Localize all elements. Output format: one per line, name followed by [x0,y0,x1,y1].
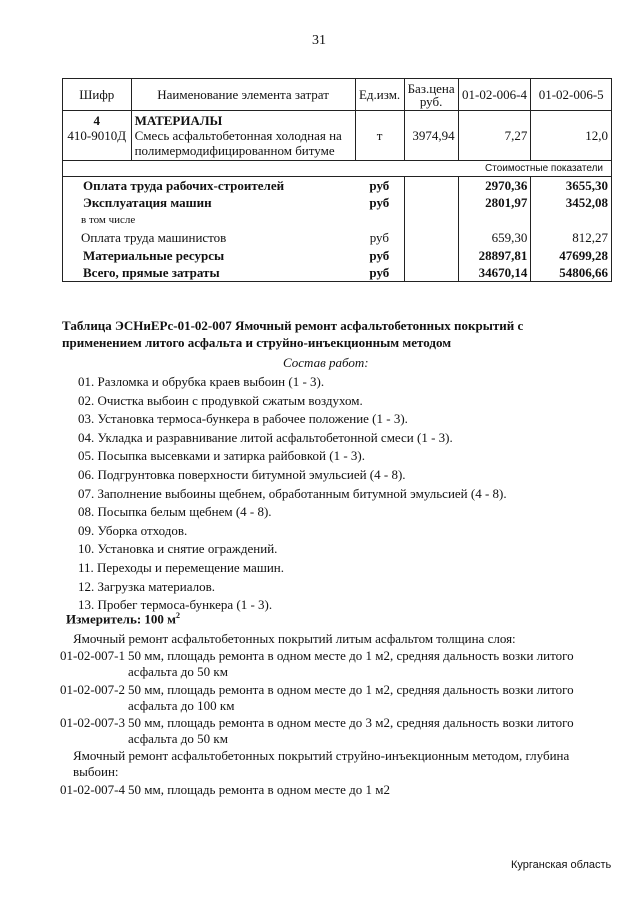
table-header-row [63,79,612,111]
entry-desc: 50 мм, площадь ремонта в одном месте до 1 м2, средняя дальность возки литого [128,648,574,663]
material-code: 410-9010Д [67,128,127,143]
page-number: 31 [312,33,326,48]
group2-heading-cont: выбоин: [73,764,119,779]
group-name: МАТЕРИАЛЫ [134,113,223,128]
entry-code: 01-02-007-4 [60,782,125,797]
cell-price [404,212,458,230]
header-col1: 01-02-006-4 [458,79,531,111]
entry-code: 01-02-007-1 [60,648,125,663]
cell-unit [355,212,404,230]
cell-price [404,229,458,247]
cell-v1: 28897,81 [458,247,531,265]
cell-v2: 812,27 [531,229,612,247]
table-row [63,194,612,212]
work-item: 04. Укладка и разравнивание литой асфальтобетонной смеси (1 - 3). [78,429,453,445]
works-heading: Состав работ: [283,355,369,370]
work-item: 06. Подгрунтовка поверхности битумной эмульсией (4 - 8). [78,467,406,482]
material-name-cont: полимермодифицированном битуме [134,143,335,158]
table-row [63,247,612,265]
table-title-line2: применением литого асфальта и струйно-инъекционным методом [62,335,452,350]
table-row [63,212,612,230]
cell-unit: руб [355,194,404,212]
table-row [63,264,612,282]
cell-v2: 47699,28 [531,247,612,265]
group2-heading: Ямочный ремонт асфальтобетонных покрытий струйно-инъекционным методом, глубина [73,748,570,763]
cell-name: Всего, прямые затраты [63,264,356,282]
work-item: 09. Уборка отходов. [78,522,188,538]
cell-v2 [531,212,612,230]
work-item: 03. Установка термоса-бункера в рабочее положение (1 - 3). [78,411,408,427]
group1-heading: Ямочный ремонт асфальтобетонных покрытий литым асфальтом толщина слоя: [73,631,516,646]
cell-name: Оплата труда машинистов [63,229,356,247]
work-item: 05. Посыпка высевками и затирка райбовкой (1 - 3). [78,448,365,464]
entry-code: 01-02-007-3 [60,715,125,730]
cell-v2: 3655,30 [531,177,612,195]
entry-desc: 50 мм, площадь ремонта в одном месте до 1 м2 [128,782,390,797]
work-item: 01. Разломка и обрубка краев выбоин (1 - 3). [78,374,325,389]
work-item: 11. Переходы и перемещение машин. [78,560,285,575]
entry-code: 01-02-007-2 [60,681,125,697]
work-item: 07. Заполнение выбоины щебнем, обработанным битумной эмульсией (4 - 8). [78,485,507,501]
cell-name: Оплата труда рабочих-строителей [63,177,356,195]
cell-price [404,194,458,212]
table-row [63,177,612,195]
header-unit: Ед.изм. [355,79,404,111]
cell-price [404,264,458,282]
entry-desc: 50 мм, площадь ремонта в одном месте до 1 м2, средняя дальность возки литого [128,681,574,697]
cell-name: в том числе [63,212,356,230]
work-item: 13. Пробег термоса-бункера (1 - 3). [78,597,273,613]
cell-price [404,247,458,265]
cell-v1: 659,30 [458,229,531,247]
work-item: 10. Установка и снятие ограждений. [78,541,278,557]
cost-table [62,78,612,282]
cell-unit: руб [355,177,404,195]
header-price: Баз.цена руб. [404,79,458,111]
cell-unit: руб [355,229,404,247]
entry-desc-cont: асфальта до 100 км [128,697,235,713]
material-price: 3974,94 [404,111,458,161]
material-v2: 12,0 [531,111,612,161]
cost-indicators-header: Стоимостные показатели [63,161,612,177]
material-row [63,111,612,161]
cell-v1: 34670,14 [458,264,531,282]
material-v1: 7,27 [458,111,531,161]
header-code: Шифр [63,79,132,111]
work-item: 02. Очистка выбоин с продувкой сжатым воздухом. [78,392,363,408]
entry-desc-cont: асфальта до 50 км [128,731,228,746]
meter: Измеритель: 100 $м^2$ [66,611,181,627]
cell-price [404,177,458,195]
cell-name: Материальные ресурсы [63,247,356,265]
group-code: 4 [93,113,101,128]
cell-v1: 2970,36 [458,177,531,195]
cell-v1 [458,212,531,230]
entry-desc: 50 мм, площадь ремонта в одном месте до 3 м2, средняя дальность возки литого [128,715,574,730]
cell-name: Эксплуатация машин [63,194,356,212]
cell-v1: 2801,97 [458,194,531,212]
work-item: 08. Посыпка белым щебнем (4 - 8). [78,504,272,520]
material-name: Смесь асфальтобетонная холодная на [134,128,342,143]
table-title-line1: Таблица ЭСНиЕРс-01-02-007 Ямочный ремонт асфальтобетонных покрытий с [62,318,524,333]
header-name: Наименование элемента затрат [131,79,355,111]
cell-v2: 54806,66 [531,264,612,282]
table-row [63,229,612,247]
footer-region: Курганская область [511,859,612,871]
entry-desc-cont: асфальта до 50 км [128,664,228,679]
cell-unit: руб [355,247,404,265]
cell-v2: 3452,08 [531,194,612,212]
material-unit: т [355,111,404,161]
header-col2: 01-02-006-5 [531,79,612,111]
cell-unit: руб [355,264,404,282]
work-item: 12. Загрузка материалов. [78,578,215,594]
